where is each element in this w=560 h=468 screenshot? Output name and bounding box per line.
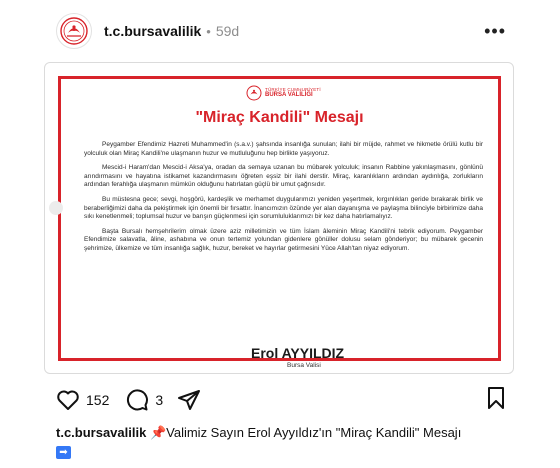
signature-title: Bursa Valisi [287, 362, 321, 369]
post-caption [56, 423, 526, 461]
paragraph-2: Mescid-i Haram'dan Mescid-i Aksa'ya, oradan da semaya uzanan bu mübarek yolculuk; insanın Rabbine yakınlaşmasını, gönlünü arındırmasını ve hayatına istikamet kazandırmasını öğreten eşsiz bir ilahi derstir. Miraç, karanlıkların ardından aydınlığa, zorlukların ardından ferahlığa ulaşmanın mümkün olduğunu hatırlatan güçlü bir umut çağrısıdır. [84, 164, 483, 189]
post-age[interactable]: 59d [215, 23, 240, 39]
paragraph-1: Peygamber Efendimiz Hazreti Muhammed'in (s.a.v.) şahsında insanlığa sunulan; ilahi bir müjde, rahmet ve hikmetle örülü kutlu bir yolculuk olan Miraç Kandili'ne ulaşmanın huzur ve mutluluğunu hep birlikte yaşıyoruz. [84, 141, 483, 157]
logo-line1: TÜRKİYE CUMHURİYETİ [265, 86, 321, 92]
document-body [84, 141, 483, 260]
document-title: "Miraç Kandili" Mesajı [195, 109, 364, 126]
arrow-right-emoji: ➡ [56, 446, 71, 459]
paragraph-3: Bu müstesna gece; sevgi, hoşgörü, kardeşlik ve merhamet duygularımızı yeniden yeşertmek, kırgınlıkları geride bırakarak birlik ve beraberliğimizi daha da pekiştirmek için önemli bir fırsattır. İnancımızın özünde yer alan dayanışma ve paylaşma bilinciyle birbirimize daha sıkı kenetlenmeli; toplumsal huzur ve barışın güçlenmesi için sorumluluklarımızı bir kez daha hatırlamalıyız. [84, 195, 483, 221]
post-header [56, 10, 506, 52]
paragraph-4: Başta Bursalı hemşehrilerim olmak üzere aziz milletimizin ve tüm İslam âleminin Miraç Kandili'ni tebrik ediyorum. Peygamber Efendimize salavatla, âline, ashabına ve onun tertemiz yolundan gidenlere gönüller dolusu selam gönderiyor; bu mübarek gecenin şehrimize, ülkemize ve tüm insanlığa sağlık, huzur, bereket ve hayırlar getirmesini Yüce Allah'tan niyaz ediyorum. [84, 227, 483, 252]
post-username[interactable]: t.c.bursavalilik [104, 23, 202, 39]
heart-icon [56, 389, 80, 411]
separator-dot: • [206, 23, 211, 39]
caption-username[interactable]: t.c.bursavalilik [56, 425, 147, 440]
logo-line2: BURSA VALİLİĞİ [265, 92, 313, 99]
post-media[interactable] [44, 62, 514, 374]
message-document [58, 76, 501, 369]
state-emblem-icon [246, 85, 262, 101]
more-options-icon[interactable]: ••• [484, 20, 506, 41]
comment-icon [125, 388, 149, 412]
caption-text: Valimiz Sayın Erol Ayyıldız'ın "Miraç Kandili" Mesajı [166, 425, 462, 440]
carousel-prev-icon[interactable] [49, 201, 63, 215]
share-button[interactable] [177, 389, 201, 411]
like-button[interactable] [56, 389, 109, 411]
like-count: 152 [86, 392, 110, 408]
post-actions [56, 386, 506, 414]
share-icon [177, 389, 201, 411]
profile-avatar[interactable] [56, 13, 92, 49]
comment-button[interactable] [125, 388, 163, 412]
pin-emoji: 📌 [149, 425, 167, 440]
comment-count: 3 [155, 392, 164, 408]
bookmark-icon [486, 386, 506, 410]
state-emblem-icon [59, 16, 89, 46]
governorship-logo [246, 85, 321, 101]
save-button[interactable] [486, 386, 506, 415]
signature-name: Erol AYYILDIZ [251, 345, 345, 361]
